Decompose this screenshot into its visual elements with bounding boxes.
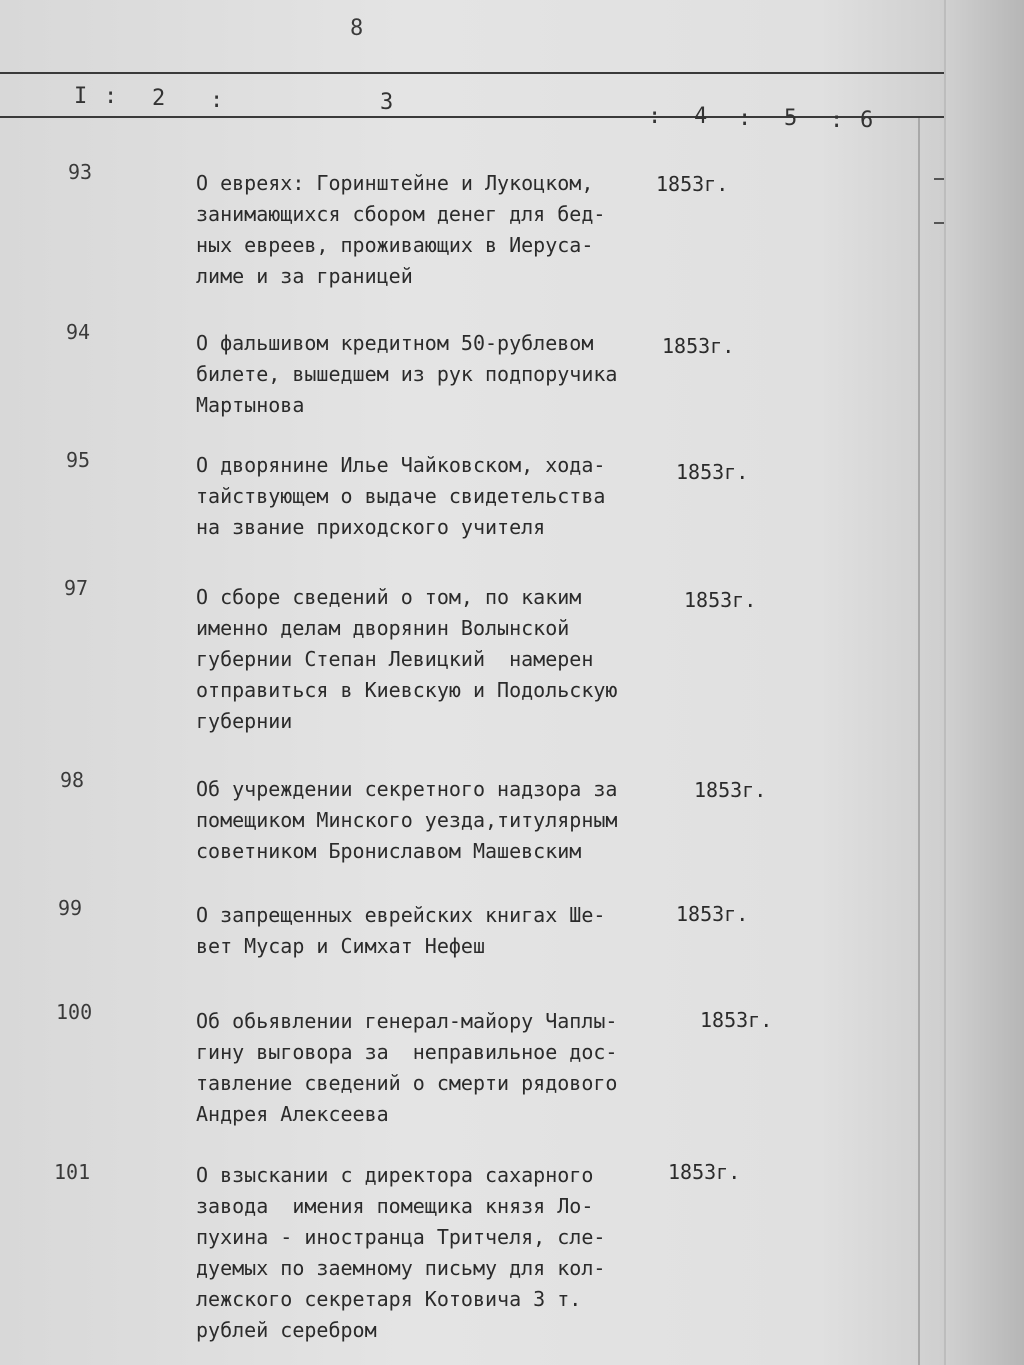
record-description-line: Об обьявлении генерал-майору Чаплы-: [196, 1009, 618, 1033]
record-number: 100: [56, 1000, 93, 1024]
record-year: 1853г.: [656, 172, 729, 196]
record-description-line: О запрещенных еврейских книгах Ше-: [196, 903, 606, 927]
column-header-3: :: [210, 88, 224, 113]
record-description-line: Мартынова: [196, 393, 305, 417]
record-description-line: ных евреев, проживающих в Иеруса-: [196, 233, 594, 257]
record-description: [196, 328, 617, 421]
record-description-line: Андрея Алексеева: [196, 1102, 389, 1126]
record-description-line: О взыскании с директора сахарного: [196, 1163, 594, 1187]
record-year: 1853г.: [662, 334, 735, 358]
record-description-line: О евреях: Горинштейне и Лукоцком,: [196, 171, 594, 195]
column-header-10: 6: [860, 108, 874, 133]
record-year: 1853г.: [694, 778, 767, 802]
record-description-line: отправиться в Киевскую и Подольскую: [196, 678, 618, 702]
record-description-line: гину выговора за неправильное дос-: [196, 1040, 618, 1064]
record-description-line: тайствующем о выдаче свидетельства: [196, 484, 606, 508]
record-description-line: билете, вышедшем из рук подпоручика: [196, 362, 618, 386]
record-description-line: на звание приходского учителя: [196, 515, 546, 539]
record-description-line: именно делам дворянин Волынской: [196, 616, 570, 640]
record-description-line: губернии: [196, 709, 293, 733]
record-description-line: губернии Степан Левицкий намерен: [196, 647, 594, 671]
record-number: 94: [66, 320, 91, 344]
column-header-9: :: [830, 108, 844, 133]
column-header-2: 2: [152, 86, 166, 111]
record-number: 93: [68, 160, 93, 184]
column-header-4: 3: [380, 90, 394, 115]
column-header-7: :: [738, 106, 752, 131]
margin-tick: [934, 178, 944, 180]
column-header-6: 4: [694, 104, 708, 129]
record-year: 1853г.: [700, 1008, 773, 1032]
record-number: 101: [54, 1160, 91, 1184]
record-description: [196, 1006, 617, 1130]
page-shadow: [946, 0, 1024, 1365]
record-year: 1853г.: [676, 902, 749, 926]
margin-tick: [934, 222, 944, 224]
record-description-line: лежского секретаря Котовича 3 т.: [196, 1287, 582, 1311]
record-description-line: рублей серебром: [196, 1318, 377, 1342]
record-description-line: О дворянине Илье Чайковском, хода-: [196, 453, 606, 477]
record-description-line: тавление сведений о смерти рядового: [196, 1071, 618, 1095]
record-description: [196, 450, 605, 543]
record-description-line: лиме и за границей: [196, 264, 413, 288]
record-description: [196, 582, 617, 737]
record-description-line: О сборе сведений о том, по каким: [196, 585, 582, 609]
record-description-line: советником Брониславом Машевским: [196, 839, 582, 863]
record-number: 95: [66, 448, 91, 472]
record-number: 98: [60, 768, 85, 792]
record-description: [196, 168, 605, 292]
record-description-line: Об учреждении секретного надзора за: [196, 777, 618, 801]
record-year: 1853г.: [676, 460, 749, 484]
header-rule-bottom: [0, 116, 944, 118]
header-rule-top: [0, 72, 944, 74]
record-description-line: завода имения помещика князя Ло-: [196, 1194, 594, 1218]
record-year: 1853г.: [668, 1160, 741, 1184]
record-number: 99: [58, 896, 83, 920]
record-description: [196, 1160, 605, 1346]
record-number: 97: [64, 576, 89, 600]
column-header-0: I: [74, 84, 88, 109]
record-description-line: помещиком Минского уезда,титулярным: [196, 808, 618, 832]
record-year: 1853г.: [684, 588, 757, 612]
record-description-line: вет Мусар и Симхат Нефеш: [196, 934, 485, 958]
record-description: [196, 900, 605, 962]
record-description: [196, 774, 617, 867]
record-description-line: О фальшивом кредитном 50-рублевом: [196, 331, 594, 355]
column-header-1: :: [104, 84, 118, 109]
column-header-8: 5: [784, 106, 798, 131]
record-description-line: пухина - иностранца Тритчеля, сле-: [196, 1225, 606, 1249]
record-description-line: дуемых по заемному письму для кол-: [196, 1256, 606, 1280]
column-header-5: :: [648, 104, 662, 129]
page-number: 8: [350, 16, 364, 41]
column-divider: [918, 118, 920, 1365]
record-description-line: занимающихся сбором денег для бед-: [196, 202, 606, 226]
